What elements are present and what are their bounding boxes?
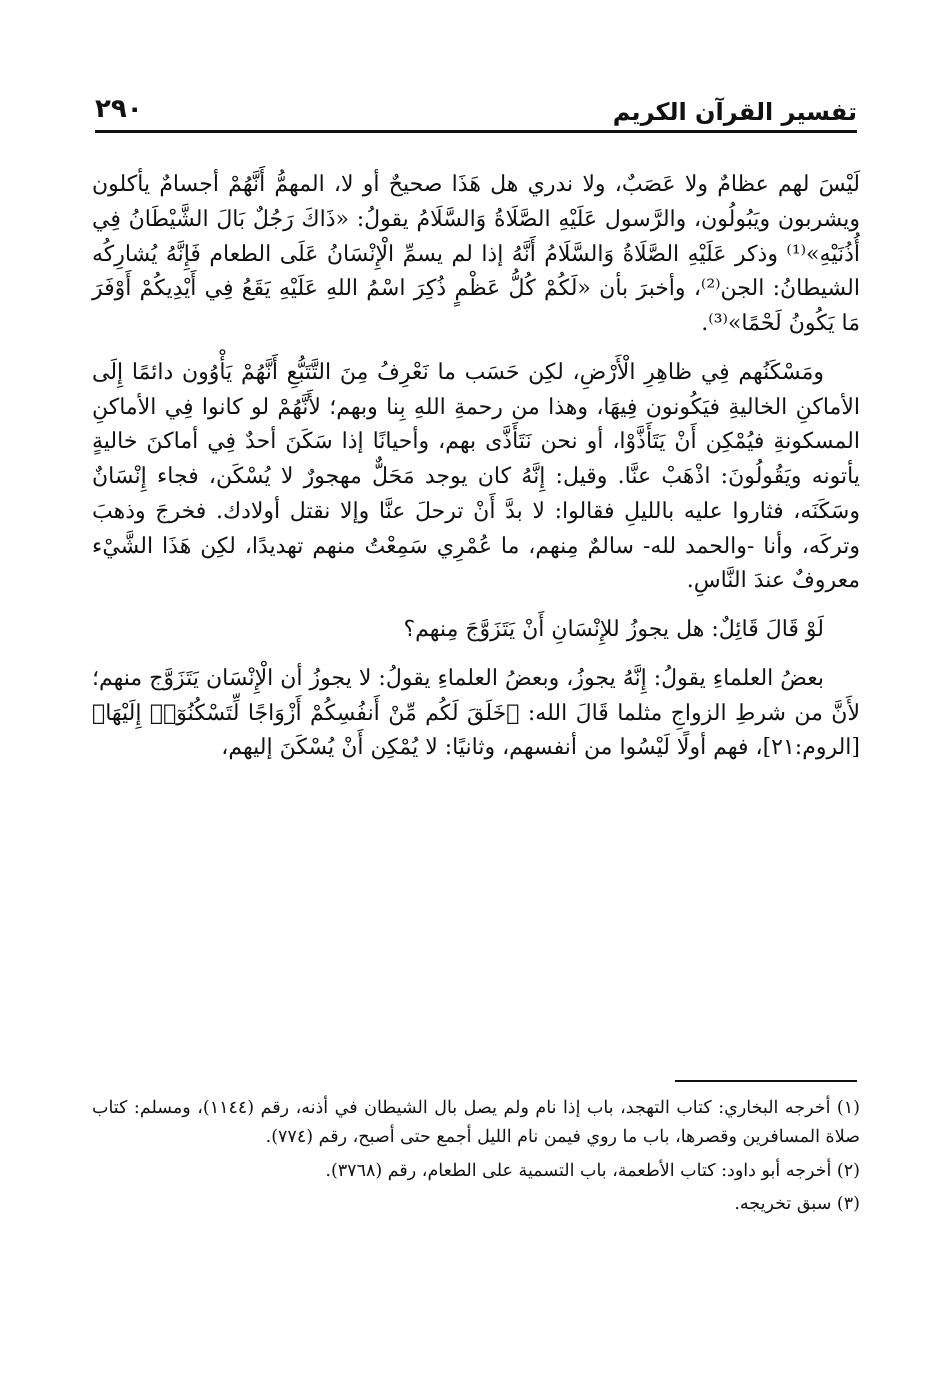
page-number: ٢٩٠ [95, 94, 143, 124]
header-rule [95, 130, 857, 133]
main-text [92, 168, 860, 766]
running-header [95, 92, 857, 132]
paragraph-2: ومَسْكَنُهم فِي ظاهِرِ الْأَرْضِ، لكِن حَسَب ما نَعْرِفُ مِنَ التَّتَبُّعِ أَنَّهُمْ يَأْوُون دائمًا إِلَى الأماكنِ الخاليةِ فيَكُونون فِيهَا، وهذا من رحمةِ اللهِ بِنا وبهم؛ لأَنَّهُمْ لو كانوا فِي الأماكنِ المسكونةِ فيُمْكِن أَنْ يَتَأَذَّوْا، أو نحن نَتَأَذَّى بهم، وأحيانًا إذا سَكَنَ أحدٌ فِي أماكنَ خاليةٍ يأتونه ويَقُولُونَ: اذْهَبْ عنَّا. وقيل: إِنَّهُ كان يوجد مَحَلٌّ مهجورٌ لا يُسْكَن، فجاء إِنْسَانٌ وسَكَنَه، فثاروا عليه بالليلِ فقالوا: لا بدَّ أَنْ ترحلَ عنَّا وإلا نقتل أولادك. فخرجَ وذهبَ وتركَه، وأنا -والحمد لله- سالمٌ مِنهم، ما عُمْرِي سَمِعْتُ منهم تهديدًا، لكِن هَذَا الشَّيْء معروفٌ عندَ النَّاسِ. [92, 359, 860, 594]
question-paragraph: لَوْ قَالَ قَائِلٌ: هل يجوزُ للإِنْسَانِ أَنْ يَتَزَوَّجَ مِنهم؟ [403, 617, 824, 642]
answer-paragraph: بعضُ العلماءِ يقولُ: إِنَّهُ يجوزُ، وبعضُ العلماءِ يقولُ: لا يجوزُ أن الْإِنْسَان يَتَزَوَّج منهم؛ لأَنَّ من شرطِ الزواجِ مثلما قَالَ الله: ﴿خَلَقَ لَكُم مِّنْ أَنفُسِكُمْ أَزْوَاجًا لِّتَسْكُنُوٓا۟ إِلَيْهَا﴾ [الروم:٢١]، فهم أولًا لَيْسُوا من أنفسهم، وثانيًا: لا يُمْكِن أَنْ يُسْكَنَ إليهم، [92, 665, 860, 761]
header-title: تفسير القرآن الكريم [612, 98, 857, 126]
footnotes [92, 1094, 860, 1224]
footnote-2: (٢) أخرجه أبو داود: كتاب الأطعمة، باب التسمية على الطعام، رقم (٣٧٦٨). [325, 1160, 860, 1181]
footnote-3: (٣) سبق تخريجه. [734, 1194, 860, 1215]
paragraph-1: لَيْسَ لهم عظامٌ ولا عَصَبٌ، ولا ندري هل هَذَا صحيحٌ أو لا، المهمُّ أَنَّهُمْ أجسامٌ يأكلون ويشربون ويَبُولُون، والرَّسول عَلَيْهِ الصَّلَاةُ وَالسَّلَامُ يقولُ: «ذَاكَ رَجُلٌ بَالَ الشَّيْطَانُ فِي أُذُنَيْهِ»⁽¹⁾ وذكر عَلَيْهِ الصَّلَاةُ وَالسَّلَامُ أَنَّهُ إذا لم يسمِّ الْإِنْسَانُ عَلَى الطعام فَإِنَّهُ يُشارِكُه الشيطانُ: الجن⁽²⁾، وأخبرَ بأن «لَكُمْ كُلُّ عَظْمٍ ذُكِرَ اسْمُ اللهِ عَلَيْهِ يَقَعُ فِي أَيْدِيكُمْ أَوْفَرَ مَا يَكُونُ لَحْمًا»⁽³⁾. [92, 172, 861, 336]
footnote-separator [675, 1080, 857, 1082]
footnote-1: (١) أخرجه البخاري: كتاب التهجد، باب إذا نام ولم يصل بال الشيطان في أذنه، رقم (١١٤٤)، ومسلم: كتاب صلاة المسافرين وقصرها، باب ما روي فيمن نام الليل أجمع حتى أصبح، رقم (٧٧٤). [92, 1098, 860, 1148]
